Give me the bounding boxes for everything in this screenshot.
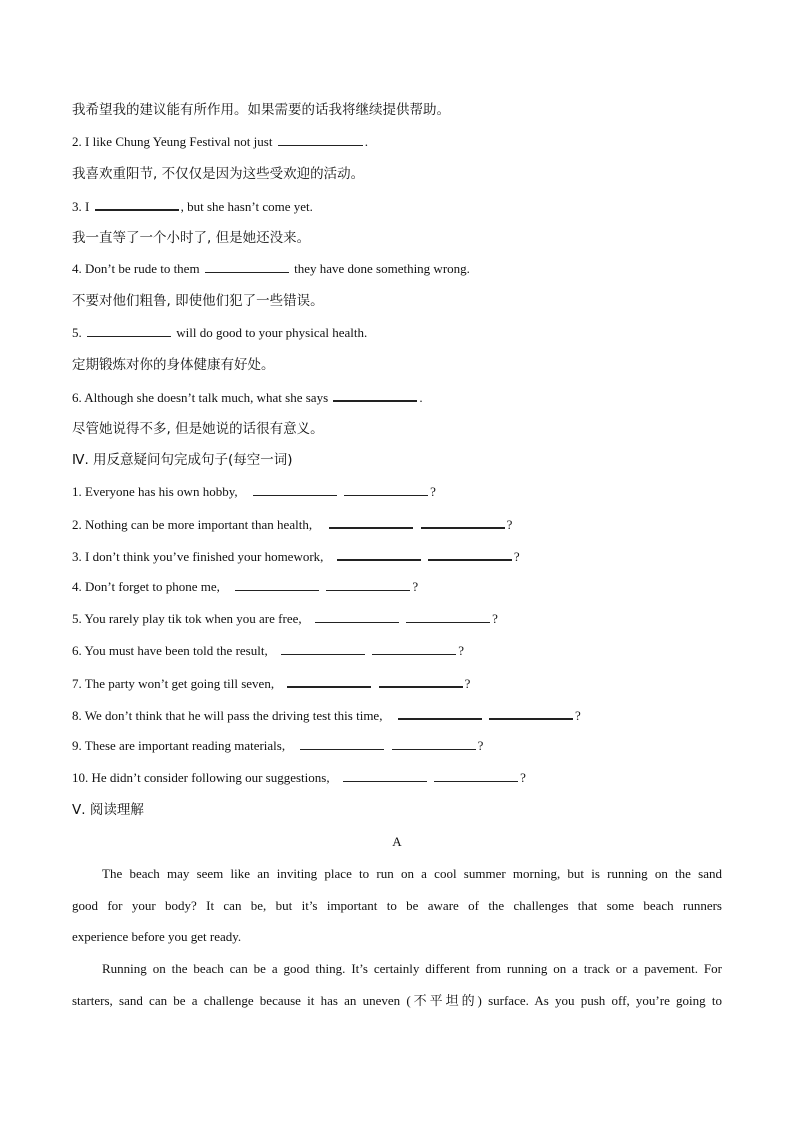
tag-question-4: 4. Don’t forget to phone me, ? [72, 579, 419, 594]
answer-blank[interactable] [428, 547, 512, 561]
tag-question-1: 1. Everyone has his own hobby, ? [72, 484, 436, 499]
tag-question-7: 7. The party won’t get going till seven, ? [72, 676, 471, 691]
answer-blank[interactable] [344, 483, 428, 496]
answer-blank[interactable] [434, 769, 518, 782]
answer-blank[interactable] [95, 197, 179, 211]
answer-blank[interactable] [337, 547, 421, 561]
section-v-heading: Ⅴ. 阅读理解 [72, 802, 144, 818]
answer-blank[interactable] [489, 706, 573, 720]
tag-question-8: 8. We don’t think that he will pass the driving test this time, ? [72, 708, 581, 723]
tag-question-3: 3. I don’t think you’ve finished your homework, ? [72, 549, 520, 564]
answer-blank[interactable] [235, 578, 319, 591]
translation-5: 定期锻炼对你的身体健康有好处。 [72, 357, 275, 373]
answer-blank[interactable] [379, 674, 463, 688]
answer-blank[interactable] [315, 610, 399, 623]
translation-4: 不要对他们粗鲁, 即使他们犯了一些错误。 [72, 293, 324, 309]
translation-3: 我一直等了一个小时了, 但是她还没来。 [72, 230, 311, 246]
section-iv-heading: Ⅳ. 用反意疑问句完成句子(每空一词) [72, 452, 293, 468]
tag-question-9: 9. These are important reading materials, ? [72, 738, 484, 753]
answer-blank[interactable] [372, 642, 456, 655]
passage-paragraph-1: The beach may seem like an inviting place to run on a cool summer morning, but is running on the sand good for your body? It can be, but it’s important to be aware of the challenges that some beach runners experience before you get ready. [72, 866, 722, 945]
passage-paragraph-2: Running on the beach can be a good thing. It’s certainly different from running on a track or a pavement. For starters, sand can be a challenge because it has an uneven (不平坦的) surface. As you push off, you’re going to [72, 961, 722, 1008]
answer-blank[interactable] [343, 769, 427, 782]
passage-label: A [392, 834, 402, 849]
answer-blank[interactable] [281, 642, 365, 655]
answer-blank[interactable] [392, 737, 476, 750]
answer-blank[interactable] [278, 133, 363, 146]
answer-blank[interactable] [398, 706, 482, 720]
answer-blank[interactable] [421, 515, 505, 529]
answer-blank[interactable] [205, 260, 289, 273]
translation-2: 我喜欢重阳节, 不仅仅是因为这些受欢迎的活动。 [72, 166, 365, 182]
answer-blank[interactable] [287, 674, 371, 688]
answer-blank[interactable] [87, 324, 171, 337]
tag-question-10: 10. He didn’t consider following our suggestions, ? [72, 770, 526, 785]
sentence-6: 6. Although she doesn’t talk much, what she says . [72, 390, 423, 405]
tag-question-5: 5. You rarely play tik tok when you are free, ? [72, 611, 498, 626]
answer-blank[interactable] [406, 610, 490, 623]
answer-blank[interactable] [329, 515, 413, 529]
tag-question-6: 6. You must have been told the result, ? [72, 643, 464, 658]
sentence-4: 4. Don’t be rude to them they have done something wrong. [72, 261, 470, 276]
sentence-2: 2. I like Chung Yeung Festival not just . [72, 134, 368, 149]
answer-blank[interactable] [300, 737, 384, 750]
intro-translation: 我希望我的建议能有所作用。如果需要的话我将继续提供帮助。 [72, 102, 450, 118]
answer-blank[interactable] [253, 483, 337, 496]
sentence-3: 3. I , but she hasn’t come yet. [72, 199, 313, 214]
translation-6: 尽管她说得不多, 但是她说的话很有意义。 [72, 421, 324, 437]
sentence-5: 5. will do good to your physical health. [72, 325, 368, 340]
answer-blank[interactable] [326, 578, 410, 591]
tag-question-2: 2. Nothing can be more important than health, ? [72, 517, 513, 532]
answer-blank[interactable] [333, 388, 417, 402]
